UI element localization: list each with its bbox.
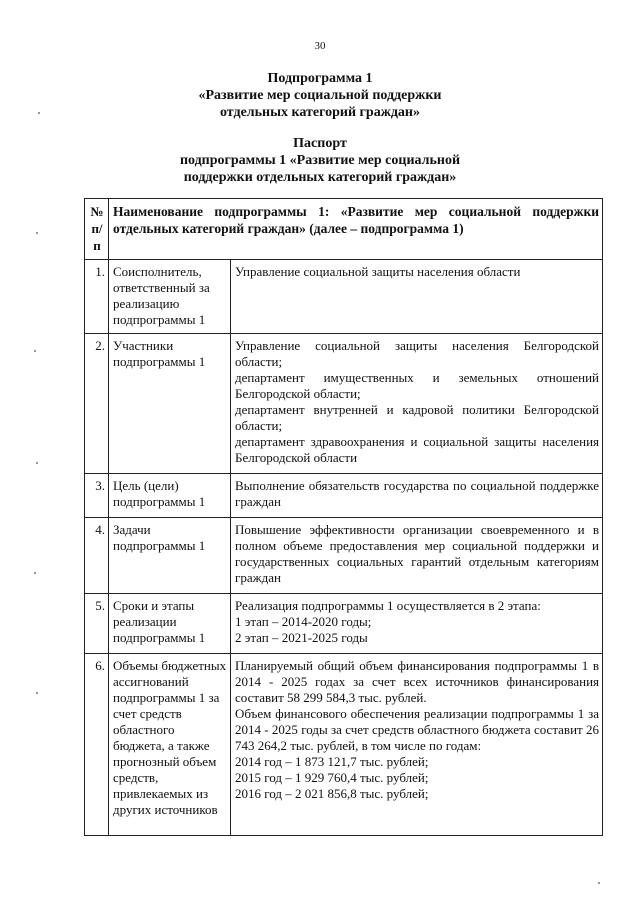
row-value: [231, 654, 603, 836]
scan-speck: [36, 462, 38, 464]
table-row: [85, 334, 603, 474]
row-value-text: департамент имущественных и земельных отношений Белгородской области;: [235, 370, 600, 401]
passport-title: [60, 135, 580, 186]
row-number: 6.: [85, 654, 109, 836]
scan-speck: [598, 882, 600, 884]
row-value: [231, 260, 603, 334]
row-value-text: Управление социальной защиты населения области: [235, 264, 521, 279]
header-subprogram-name: Наименование подпрограммы 1: «Развитие мер социальной поддержки отдельных категорий граждан» (далее – подпрограмма 1): [109, 199, 603, 260]
table-row: [85, 518, 603, 594]
row-number: 2.: [85, 334, 109, 474]
row-value-text: Планируемый общий объем финансирования подпрограммы 1 в 2014 - 2025 годах за счет всех источников финансирования составит 58 299 584,3 тыс. рублей.: [235, 658, 600, 705]
row-value-text: 2014 год – 1 873 121,7 тыс. рублей;: [235, 754, 429, 769]
row-value-text: Повышение эффективности организации своевременного и в полном объеме предоставления мер социальной поддержки и государственных социальных гарантий отдельным категориям граждан: [235, 522, 600, 585]
passport-title-line: поддержки отдельных категорий граждан»: [183, 170, 457, 185]
row-value-text: Управление социальной защиты населения Белгородской области;: [235, 338, 600, 369]
passport-title-line: подпрограммы 1 «Развитие мер социальной: [179, 153, 461, 168]
table-header-row: [85, 199, 603, 260]
row-label: Соисполнитель, ответственный за реализацию подпрограммы 1: [109, 260, 231, 334]
row-value-text: 2015 год – 1 929 760,4 тыс. рублей;: [235, 770, 429, 785]
row-value-text: 1 этап – 2014-2020 годы;: [235, 614, 372, 629]
row-label: Цель (цели) подпрограммы 1: [109, 474, 231, 518]
scan-speck: [34, 350, 36, 352]
row-value-text: 2 этап – 2021-2025 годы: [235, 630, 368, 645]
row-value-text: департамент здравоохранения и социальной защиты населения Белгородской области: [235, 434, 600, 465]
row-number: 5.: [85, 594, 109, 654]
scan-speck: [38, 112, 40, 114]
row-value: [231, 594, 603, 654]
row-label: Объемы бюджетных ассигнований подпрограммы 1 за счет средств областного бюджета, а также прогнозный объем средств, привлекаемых из других источников: [109, 654, 231, 836]
header-number: № п/п: [85, 199, 109, 260]
passport-title-line: Паспорт: [293, 136, 347, 151]
subprogram-title-line: «Развитие мер социальной поддержки: [198, 88, 442, 103]
scan-speck: [36, 692, 38, 694]
row-number: 1.: [85, 260, 109, 334]
subprogram-title-line: отдельных категорий граждан»: [219, 105, 420, 120]
row-value: [231, 474, 603, 518]
row-value: [231, 334, 603, 474]
subprogram-title: [60, 70, 580, 121]
table-row: [85, 594, 603, 654]
row-value-text: Выполнение обязательств государства по социальной поддержке граждан: [235, 478, 600, 509]
row-number: 4.: [85, 518, 109, 594]
passport-table: [84, 198, 603, 836]
row-number: 3.: [85, 474, 109, 518]
row-value: [231, 518, 603, 594]
row-label: Участники подпрограммы 1: [109, 334, 231, 474]
row-label: Сроки и этапы реализации подпрограммы 1: [109, 594, 231, 654]
row-value-text: Реализация подпрограммы 1 осуществляется в 2 этапа:: [235, 598, 541, 613]
scan-speck: [34, 572, 36, 574]
row-value-text: 2016 год – 2 021 856,8 тыс. рублей;: [235, 786, 429, 801]
row-value-text: департамент внутренней и кадровой политики Белгородской области;: [235, 402, 600, 433]
table-row: [85, 474, 603, 518]
scan-speck: [36, 232, 38, 234]
subprogram-title-line: Подпрограмма 1: [267, 71, 373, 86]
table-row: [85, 654, 603, 836]
row-value-text: Объем финансового обеспечения реализации подпрограммы 1 за 2014 - 2025 годы за счет средств областного бюджета составит 26 743 264,2 тыс. рублей, в том числе по годам:: [235, 706, 600, 753]
page-number: 30: [314, 40, 326, 52]
row-label: Задачи подпрограммы 1: [109, 518, 231, 594]
table-row: [85, 260, 603, 334]
